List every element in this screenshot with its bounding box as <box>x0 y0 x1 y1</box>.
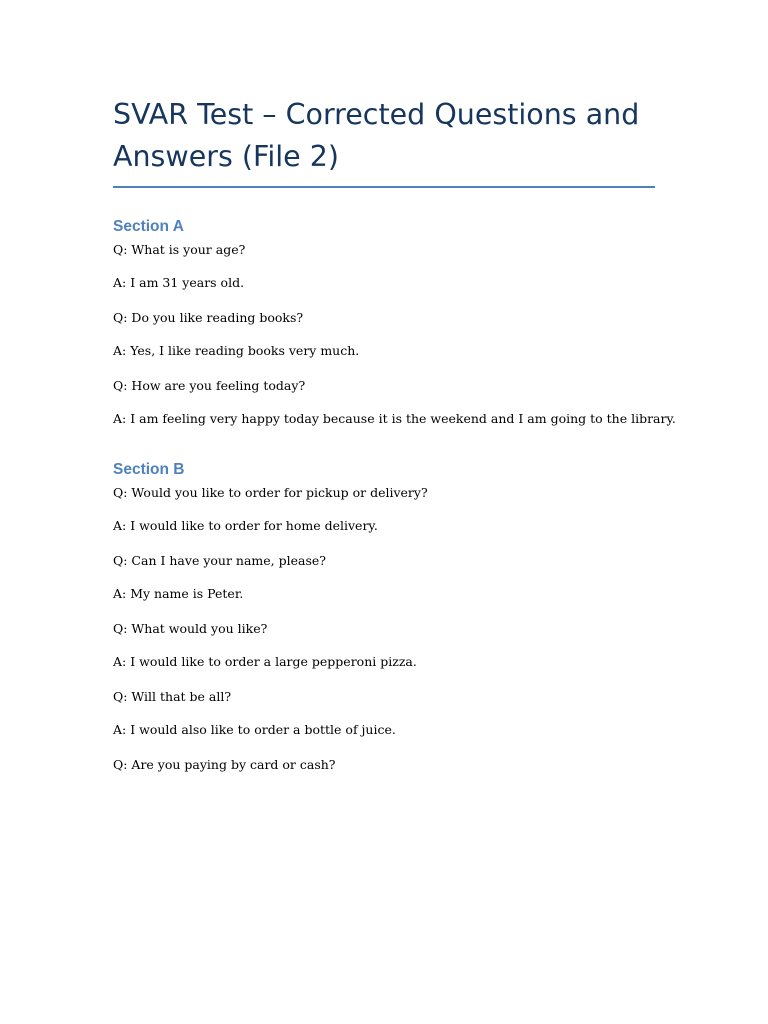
answer-text: A: Yes, I like reading books very much. <box>113 343 360 358</box>
qa-pair <box>113 242 655 291</box>
question-text: Q: What is your age? <box>113 242 246 257</box>
qa-pair <box>113 621 655 670</box>
question-text: Q: What would you like? <box>113 621 268 636</box>
qa-pair <box>113 310 655 359</box>
document-page <box>113 94 676 792</box>
question-text: Q: Will that be all? <box>113 689 232 704</box>
qa-pair <box>113 757 655 773</box>
question-text: Q: How are you feeling today? <box>113 378 306 393</box>
section-b <box>113 460 655 773</box>
qa-pair <box>113 378 676 427</box>
question-text: Q: Do you like reading books? <box>113 310 304 325</box>
answer-text: A: I would like to order for home delivery. <box>113 518 378 533</box>
answer-text: A: I am 31 years old. <box>113 275 245 290</box>
answer-text: A: I am feeling very happy today because it is the weekend and I am going to the library. <box>113 411 676 426</box>
qa-pair <box>113 689 655 738</box>
section-heading: Section B <box>113 461 185 478</box>
qa-pair <box>113 485 655 534</box>
answer-text: A: I would like to order a large pepperoni pizza. <box>113 654 417 669</box>
question-text: Q: Can I have your name, please? <box>113 553 326 568</box>
section-heading: Section A <box>113 218 184 235</box>
answer-text: A: I would also like to order a bottle of juice. <box>113 722 396 737</box>
qa-pair <box>113 553 655 602</box>
question-text: Q: Are you paying by card or cash? <box>113 757 336 772</box>
document-title: SVAR Test – Corrected Questions and Answers (File 2) <box>113 94 655 188</box>
section-a <box>113 217 676 427</box>
question-text: Q: Would you like to order for pickup or delivery? <box>113 485 428 500</box>
answer-text: A: My name is Peter. <box>113 586 244 601</box>
